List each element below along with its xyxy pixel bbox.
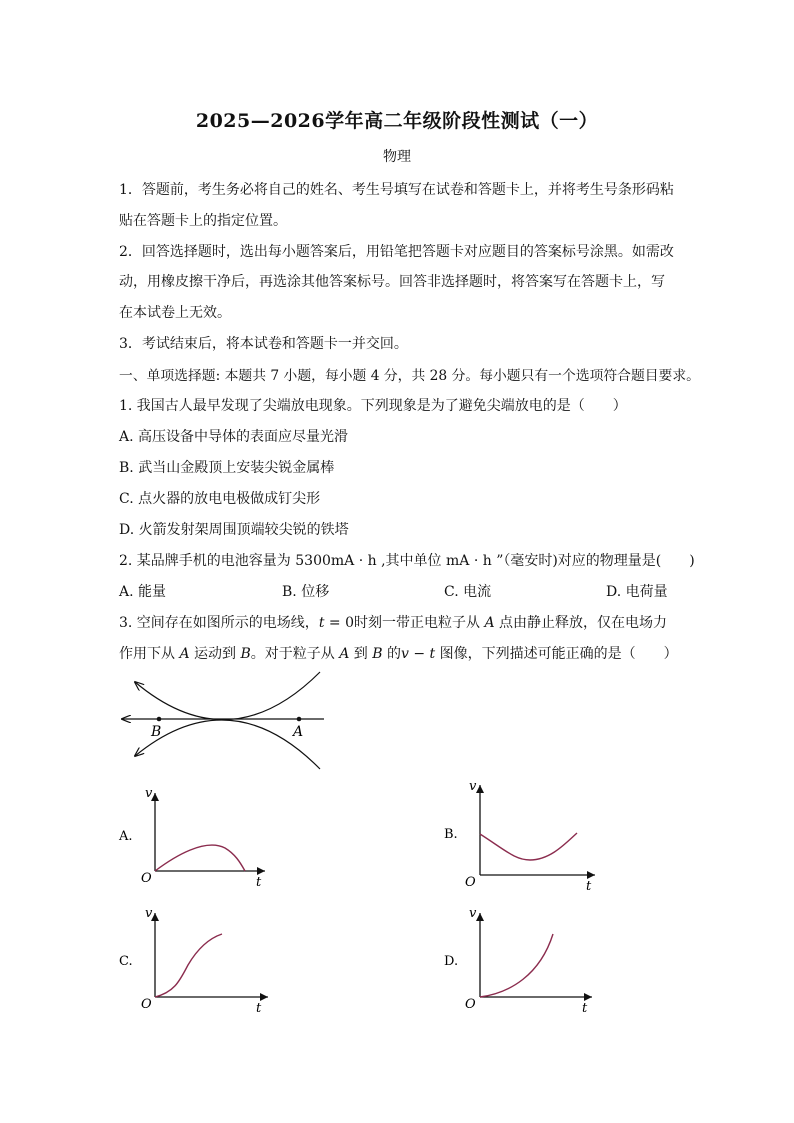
q1-option-b: B. 武当山金殿顶上安装尖锐金属棒 — [119, 460, 335, 476]
q3-text: = 0时刻一带正电粒子从 — [324, 615, 485, 631]
instruction-2-line-1: 2．回答选择题时，选出每小题答案后，用铅笔把答题卡对应题目的答案标号涂黑。如需改 — [119, 244, 674, 260]
field-line-top — [135, 672, 320, 720]
curve-b — [480, 833, 577, 860]
q3-point-b: B — [240, 646, 251, 662]
instruction-3: 3．考试结束后，将本试卷和答题卡一并交回。 — [119, 336, 408, 352]
curve-a — [155, 845, 245, 871]
curve-c — [155, 934, 222, 997]
point-b-label: B — [151, 724, 162, 740]
curve-d — [480, 934, 553, 997]
q3-text: 点由静止释放，仅在电场力 — [494, 615, 668, 631]
origin-label: O — [465, 875, 476, 890]
section-heading: 一、单项选择题: 本题共 7 小题，每小题 4 分，共 28 分。每小题只有一个选项符合题目要求。 — [119, 368, 700, 384]
graph-d — [444, 906, 592, 1016]
q3-text: 运动到 — [189, 646, 241, 662]
q3-text: 到 — [349, 646, 373, 662]
q1-stem: 1. 我国古人最早发现了尖端放电现象。下列现象是为了避免尖端放电的是（ ） — [119, 398, 627, 414]
q3-var-t: t — [318, 615, 325, 631]
page-title: 2025—2026学年高二年级阶段性测试（一） — [195, 110, 599, 132]
option-label-c: C. — [119, 954, 133, 969]
q3-point-a: A — [179, 646, 190, 662]
v-axis-label: v — [469, 906, 477, 921]
q1-option-a: A. 高压设备中导体的表面应尽量光滑 — [119, 429, 349, 445]
instruction-2-line-3: 在本试卷上无效。 — [119, 305, 231, 321]
q3-point-b: B — [372, 646, 383, 662]
instruction-2-line-2: 动，用橡皮擦干净后，再选涂其他答案标号。回答非选择题时，将答案写在答题卡上，写 — [119, 274, 665, 290]
option-label-d: D. — [444, 954, 459, 969]
option-label-a: A. — [119, 829, 133, 844]
q3-text: 。对于粒子从 — [250, 646, 340, 662]
v-axis-label: v — [469, 779, 477, 794]
origin-label: O — [465, 997, 476, 1012]
t-axis-label: t — [256, 875, 262, 890]
origin-label: O — [141, 871, 152, 886]
t-axis-label: t — [256, 1001, 262, 1016]
q3-text: 图像，下列描述可能正确的是（ ） — [435, 646, 678, 662]
subject-label: 物理 — [383, 149, 411, 165]
instruction-1-line-1: 1．答题前，考生务必将自己的姓名、考生号填写在试卷和答题卡上，并将考生号条形码粘 — [119, 182, 674, 198]
q3-text: 的 — [382, 646, 402, 662]
graph-b — [444, 779, 595, 894]
q2-option-b: B. 位移 — [282, 584, 330, 600]
graph-a — [118, 786, 265, 890]
t-axis-label: t — [582, 1001, 588, 1016]
q2-stem: 2. 某品牌手机的电池容量为 5300mA · h ,其中单位 mA · h ”（毫安时)对应的物理量是( ) — [119, 553, 695, 569]
point-a-dot — [297, 717, 302, 722]
electric-field-diagram — [122, 672, 324, 769]
option-label-b: B. — [444, 827, 458, 842]
q3-point-a: A — [484, 615, 495, 631]
q3-text: 作用下从 — [119, 646, 180, 662]
v-axis-label: v — [145, 906, 153, 921]
origin-label: O — [141, 997, 152, 1012]
q3-point-a: A — [339, 646, 350, 662]
q2-option-d: D. 电荷量 — [606, 584, 668, 600]
graph-c — [119, 906, 268, 1016]
q2-option-a: A. 能量 — [119, 584, 167, 600]
q2-option-c: C. 电流 — [444, 584, 492, 600]
instruction-1-line-2: 贴在答题卡上的指定位置。 — [119, 213, 287, 229]
q1-option-d: D. 火箭发射架周围顶端较尖锐的铁塔 — [119, 522, 349, 538]
t-axis-label: t — [586, 879, 592, 894]
point-a-label: A — [293, 724, 304, 740]
q3-vt-label: v − t — [401, 646, 436, 662]
q3-text: 3. 空间存在如图所示的电场线， — [119, 615, 319, 631]
point-b-dot — [157, 717, 162, 722]
q1-option-c: C. 点火器的放电电极做成钉尖形 — [119, 491, 321, 507]
v-axis-label: v — [145, 786, 153, 801]
